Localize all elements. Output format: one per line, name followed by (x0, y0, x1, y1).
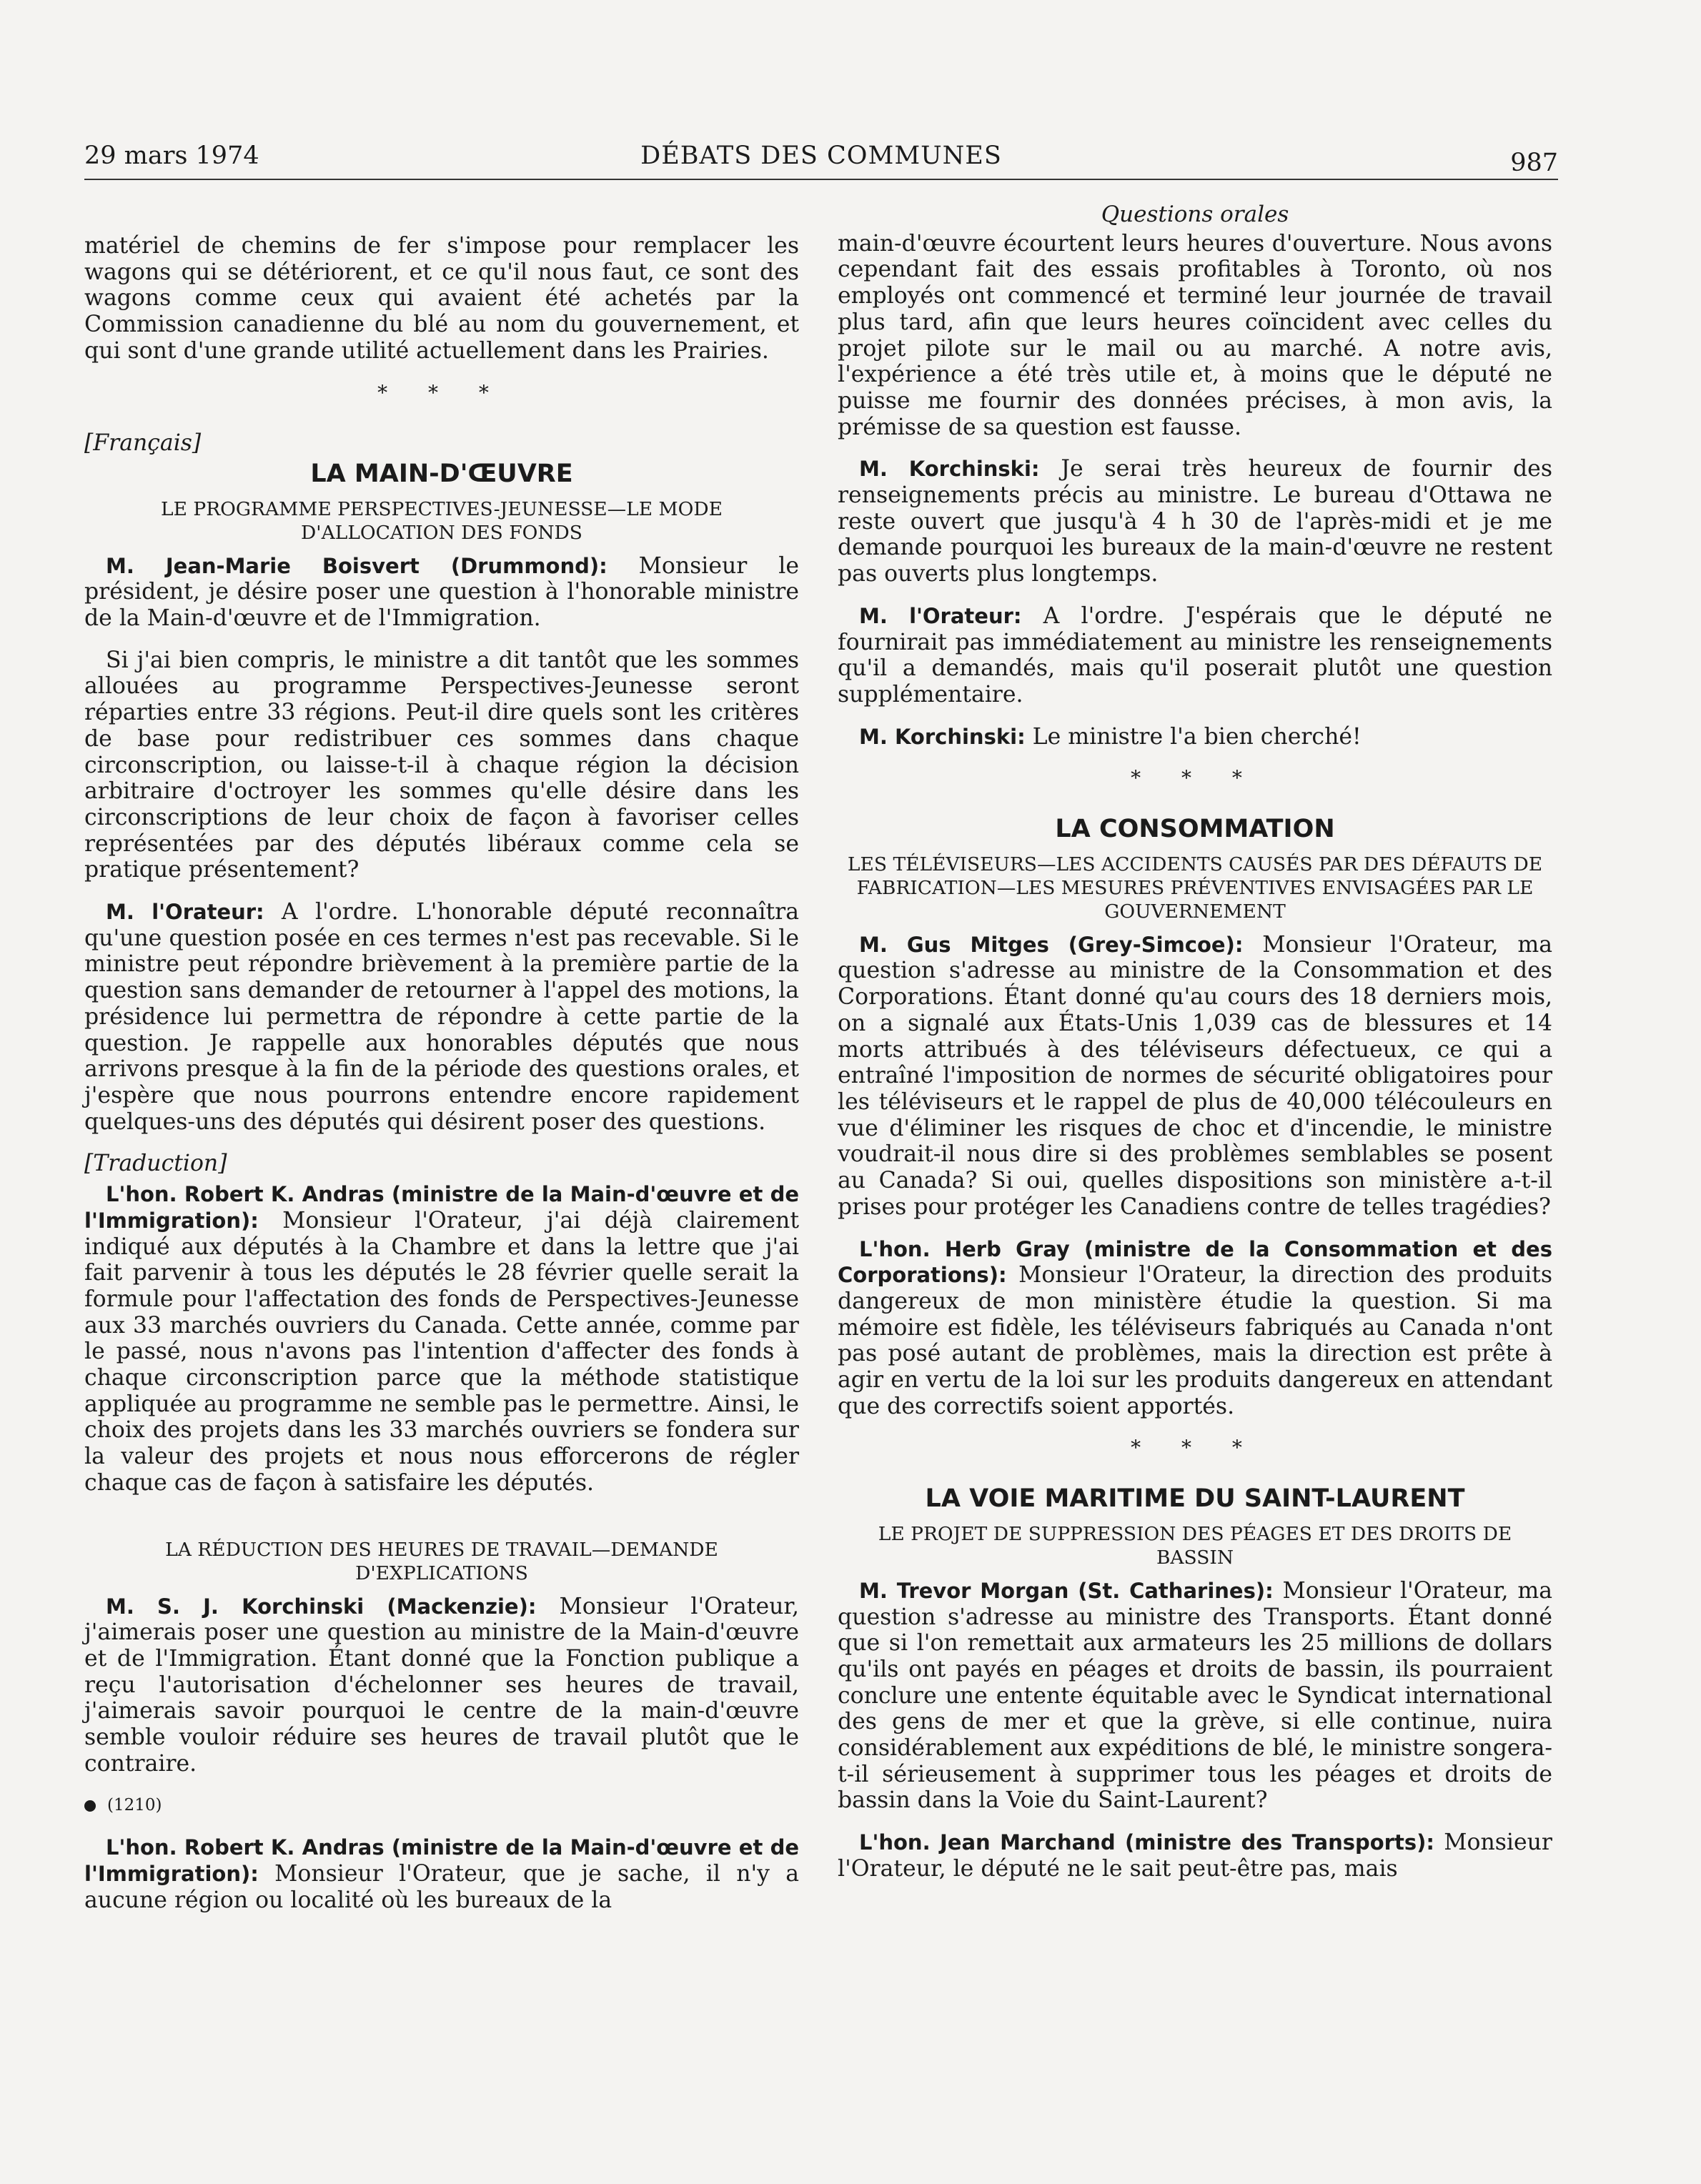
section-separator: * * * (377, 380, 506, 404)
header-title: DÉBATS DES COMMUNES (640, 142, 1002, 170)
section-subheading: LA RÉDUCTION DES HEURES DE TRAVAIL—DEMANDE D'EXPLICATIONS (165, 1538, 718, 1584)
speech-text: Monsieur l'Orateur, le député ne le sait peut-être pas, mais (838, 1830, 1552, 1882)
header-date: 29 mars 1974 (84, 142, 259, 170)
speaker-name: M. Korchinski: (859, 457, 1040, 482)
speaker-name: M. Korchinski: (859, 724, 1026, 749)
paragraph: Si j'ai bien compris, le ministre a dit tantôt que les sommes allouées au programme Perspectives-Jeunesse seront réparties entre 33 régions. Peut-il dire quels sont les critères de base pour redistribuer ces sommes dans chaque circonscription, ou laisse-t-il à chaque région la décision arbitraire d'octroyer les sommes qu'elle désire dans les circonscriptions de leur choix de façon à favoriser celles représentées par des députés libéraux comme cela se pratique présentement? (84, 647, 799, 883)
speech (84, 1181, 799, 1496)
paragraph: matériel de chemins de fer s'impose pour remplacer les wagons qui se détériorent, et ce qu'il nous faut, ce sont des wagons comme ceux qui avaient été achetés par la Commission canadienne du blé au nom du gouvernement, et qui sont d'une grande utilité actuellement dans les Prairies. (84, 233, 799, 364)
language-marker: [Traduction] (84, 1151, 227, 1177)
timestamp-text: (1210) (107, 1796, 162, 1815)
speech (838, 456, 1552, 587)
speech (838, 1236, 1552, 1420)
section-subheading: LE PROJET DE SUPPRESSION DES PÉAGES ET DES DROITS DE BASSIN (878, 1522, 1512, 1569)
speech-text: Monsieur l'Orateur, ma question s'adresse au ministre de la Consommation et des Corporations. Étant donné qu'au cours des 18 derniers mois, on a signalé aux États-Unis 1,039 cas de blessures et 14 morts attribués à des téléviseurs défectueux, ce qui a entraîné l'imposition de normes de sécurité obligatoires pour les téléviseurs et le rappel de plus de 40,000 télécouleurs en vue d'éliminer les risques de choc et d'incendie, le ministre voudrait-il nous dire si des problèmes semblables se posent au Canada? Si oui, quelles dispositions son ministère a-t-il prises pour protéger les Canadiens contre de telles tragédies? (838, 931, 1553, 1220)
speech-text: Monsieur l'Orateur, que je sache, il n'y a aucune région ou localité où les bureaux de la (84, 1860, 799, 1913)
section-separator: * * * (1131, 766, 1259, 790)
speech (838, 1578, 1552, 1814)
speaker-name: M. Trevor Morgan (St. Catharines): (859, 1578, 1274, 1603)
speaker-name: L'hon. Robert K. Andras (ministre de la Main-d'œuvre et de l'Immigration): (84, 1835, 799, 1886)
section-subheading: LES TÉLÉVISEURS—LES ACCIDENTS CAUSÉS PAR DES DÉFAUTS DE FABRICATION—LES MESURES PRÉVENTIVES ENVISAGÉES PAR LE GOUVERNEMENT (847, 853, 1543, 923)
section-separator: * * * (1131, 1436, 1259, 1460)
speech-text: Le ministre l'a bien cherché! (1025, 723, 1362, 750)
speech (84, 553, 799, 632)
speech-text: Je serai très heureux de fournir des renseignements précis au ministre. Le bureau d'Ottawa ne reste ouvert que jusqu'à 4 h 30 de l'après-midi et je me demande pourquoi les bureaux de la main-d'œuvre ne restent pas ouverts plus longtemps. (838, 456, 1552, 587)
column-label: Questions orales (1101, 202, 1289, 227)
left-column (84, 233, 799, 1929)
speech (84, 899, 799, 1135)
speech-text: Monsieur l'Orateur, j'ai déjà clairement indiqué aux députés à la Chambre et dans la lettre que j'ai fait parvenir à tous les députés le 28 février quelle serait la formule pour l'affectation des fonds de Perspectives-Jeunesse aux 33 marchés ouvriers du Canada. Cette année, comme par le passé, nous n'avons pas l'intention d'affecter des fonds à chaque circonscription parce que la méthode statistique appliquée au programme ne semble pas le permettre. Ainsi, le choix des projets dans les 33 marchés ouvriers se fondera sur la valeur des projets et nous nous efforcerons de régler chaque cas de façon à satisfaire les députés. (84, 1207, 799, 1496)
right-column (838, 202, 1552, 1898)
speaker-name: M. Jean-Marie Boisvert (Drummond): (106, 553, 608, 578)
section-heading: LA MAIN-D'ŒUVRE (310, 459, 573, 488)
speech (84, 1594, 799, 1777)
speaker-name: L'hon. Robert K. Andras (ministre de la Main-d'œuvre et de l'Immigration): (84, 1182, 799, 1233)
language-marker: [Français] (84, 430, 202, 457)
section-heading: LA VOIE MARITIME DU SAINT-LAURENT (925, 1484, 1465, 1514)
page-header (84, 139, 1558, 180)
speaker-name: M. l'Orateur: (859, 603, 1022, 628)
speech-text: Monsieur l'Orateur, ma question s'adresse au ministre des Transports. Étant donné que si l'on remettait aux armateurs les 25 millions de dollars qu'ils ont payés en péages et droits de bassin, ils pourraient conclure une entente équitable avec le Syndicat international des gens de mer et que la grève, si elle continue, nuira considérablement aux expéditions de blé, le ministre songera-t-il sérieusement à supprimer tous les péages et droits de bassin dans la Voie du Saint-Laurent? (838, 1577, 1552, 1814)
speech-text: Monsieur l'Orateur, j'aimerais poser une question au ministre de la Main-d'œuvre et de l'Immigration. Étant donné que la Fonction publique a reçu l'autorisation d'échelonner ses heures de travail, j'aimerais savoir pourquoi le centre de la main-d'œuvre semble vouloir réduire ses heures de travail plutôt que le contraire. (84, 1593, 799, 1777)
speaker-name: M. l'Orateur: (106, 900, 264, 925)
speech (838, 724, 1552, 750)
speech (838, 603, 1552, 708)
speech (838, 932, 1552, 1221)
bullet-icon (84, 1800, 96, 1812)
speech-text: Monsieur l'Orateur, la direction des produits dangereux de mon ministère étudie la question. Si ma mémoire est fidèle, les téléviseurs fabriqués au Canada n'ont pas posé autant de problèmes, mais la direction est prête à agir en vertu de la loi sur les produits dangereux en attendant que des correctifs soient apportés. (838, 1262, 1552, 1419)
section-heading: LA CONSOMMATION (1055, 815, 1335, 844)
paragraph: main-d'œuvre écourtent leurs heures d'ouverture. Nous avons cependant fait des essais profitables à Toronto, où nos employés ont commencé et terminé leur journée de travail plus tard, afin que leurs heures coïncident avec celles du projet pilote sur le mail ou au marché. A notre avis, l'expérience a été très utile et, à moins que le député ne puisse me fournir des données précises, à mon avis, la prémisse de sa question est fausse. (838, 230, 1552, 440)
speaker-name: L'hon. Jean Marchand (ministre des Transports): (859, 1830, 1434, 1855)
speech-text: A l'ordre. L'honorable député reconnaîtra qu'une question posée en ces termes n'est pas recevable. Si le ministre peut répondre brièvement à la première partie de la question sans demander de retourner à l'appel des motions, la présidence lui permettra de répondre à cette partie de la question. Je rappelle aux honorables députés que nous arrivons presque à la fin de la période des questions orales, et j'espère que nous pourrons entendre encore rapidement quelques-uns des députés qui désirent poser des questions. (84, 899, 799, 1135)
speech (84, 1835, 799, 1913)
speaker-name: M. Gus Mitges (Grey-Simcoe): (859, 932, 1244, 957)
section-subheading: LE PROGRAMME PERSPECTIVES-JEUNESSE—LE MODE D'ALLOCATION DES FONDS (161, 497, 723, 544)
speaker-name: L'hon. Herb Gray (ministre de la Consommation et des Corporations): (838, 1236, 1552, 1288)
speech-text: Monsieur le président, je désire poser une question à l'honorable ministre de la Main-d'œuvre et de l'Immigration. (84, 552, 799, 632)
timestamp (84, 1792, 799, 1819)
speech (838, 1830, 1552, 1882)
speech-text: A l'ordre. J'espérais que le député ne fournirait pas immédiatement au ministre les renseignements qu'il a demandés, mais qu'il poserait plutôt une question supplémentaire. (838, 602, 1552, 708)
page-number: 987 (1510, 149, 1558, 177)
speaker-name: M. S. J. Korchinski (Mackenzie): (106, 1594, 537, 1619)
